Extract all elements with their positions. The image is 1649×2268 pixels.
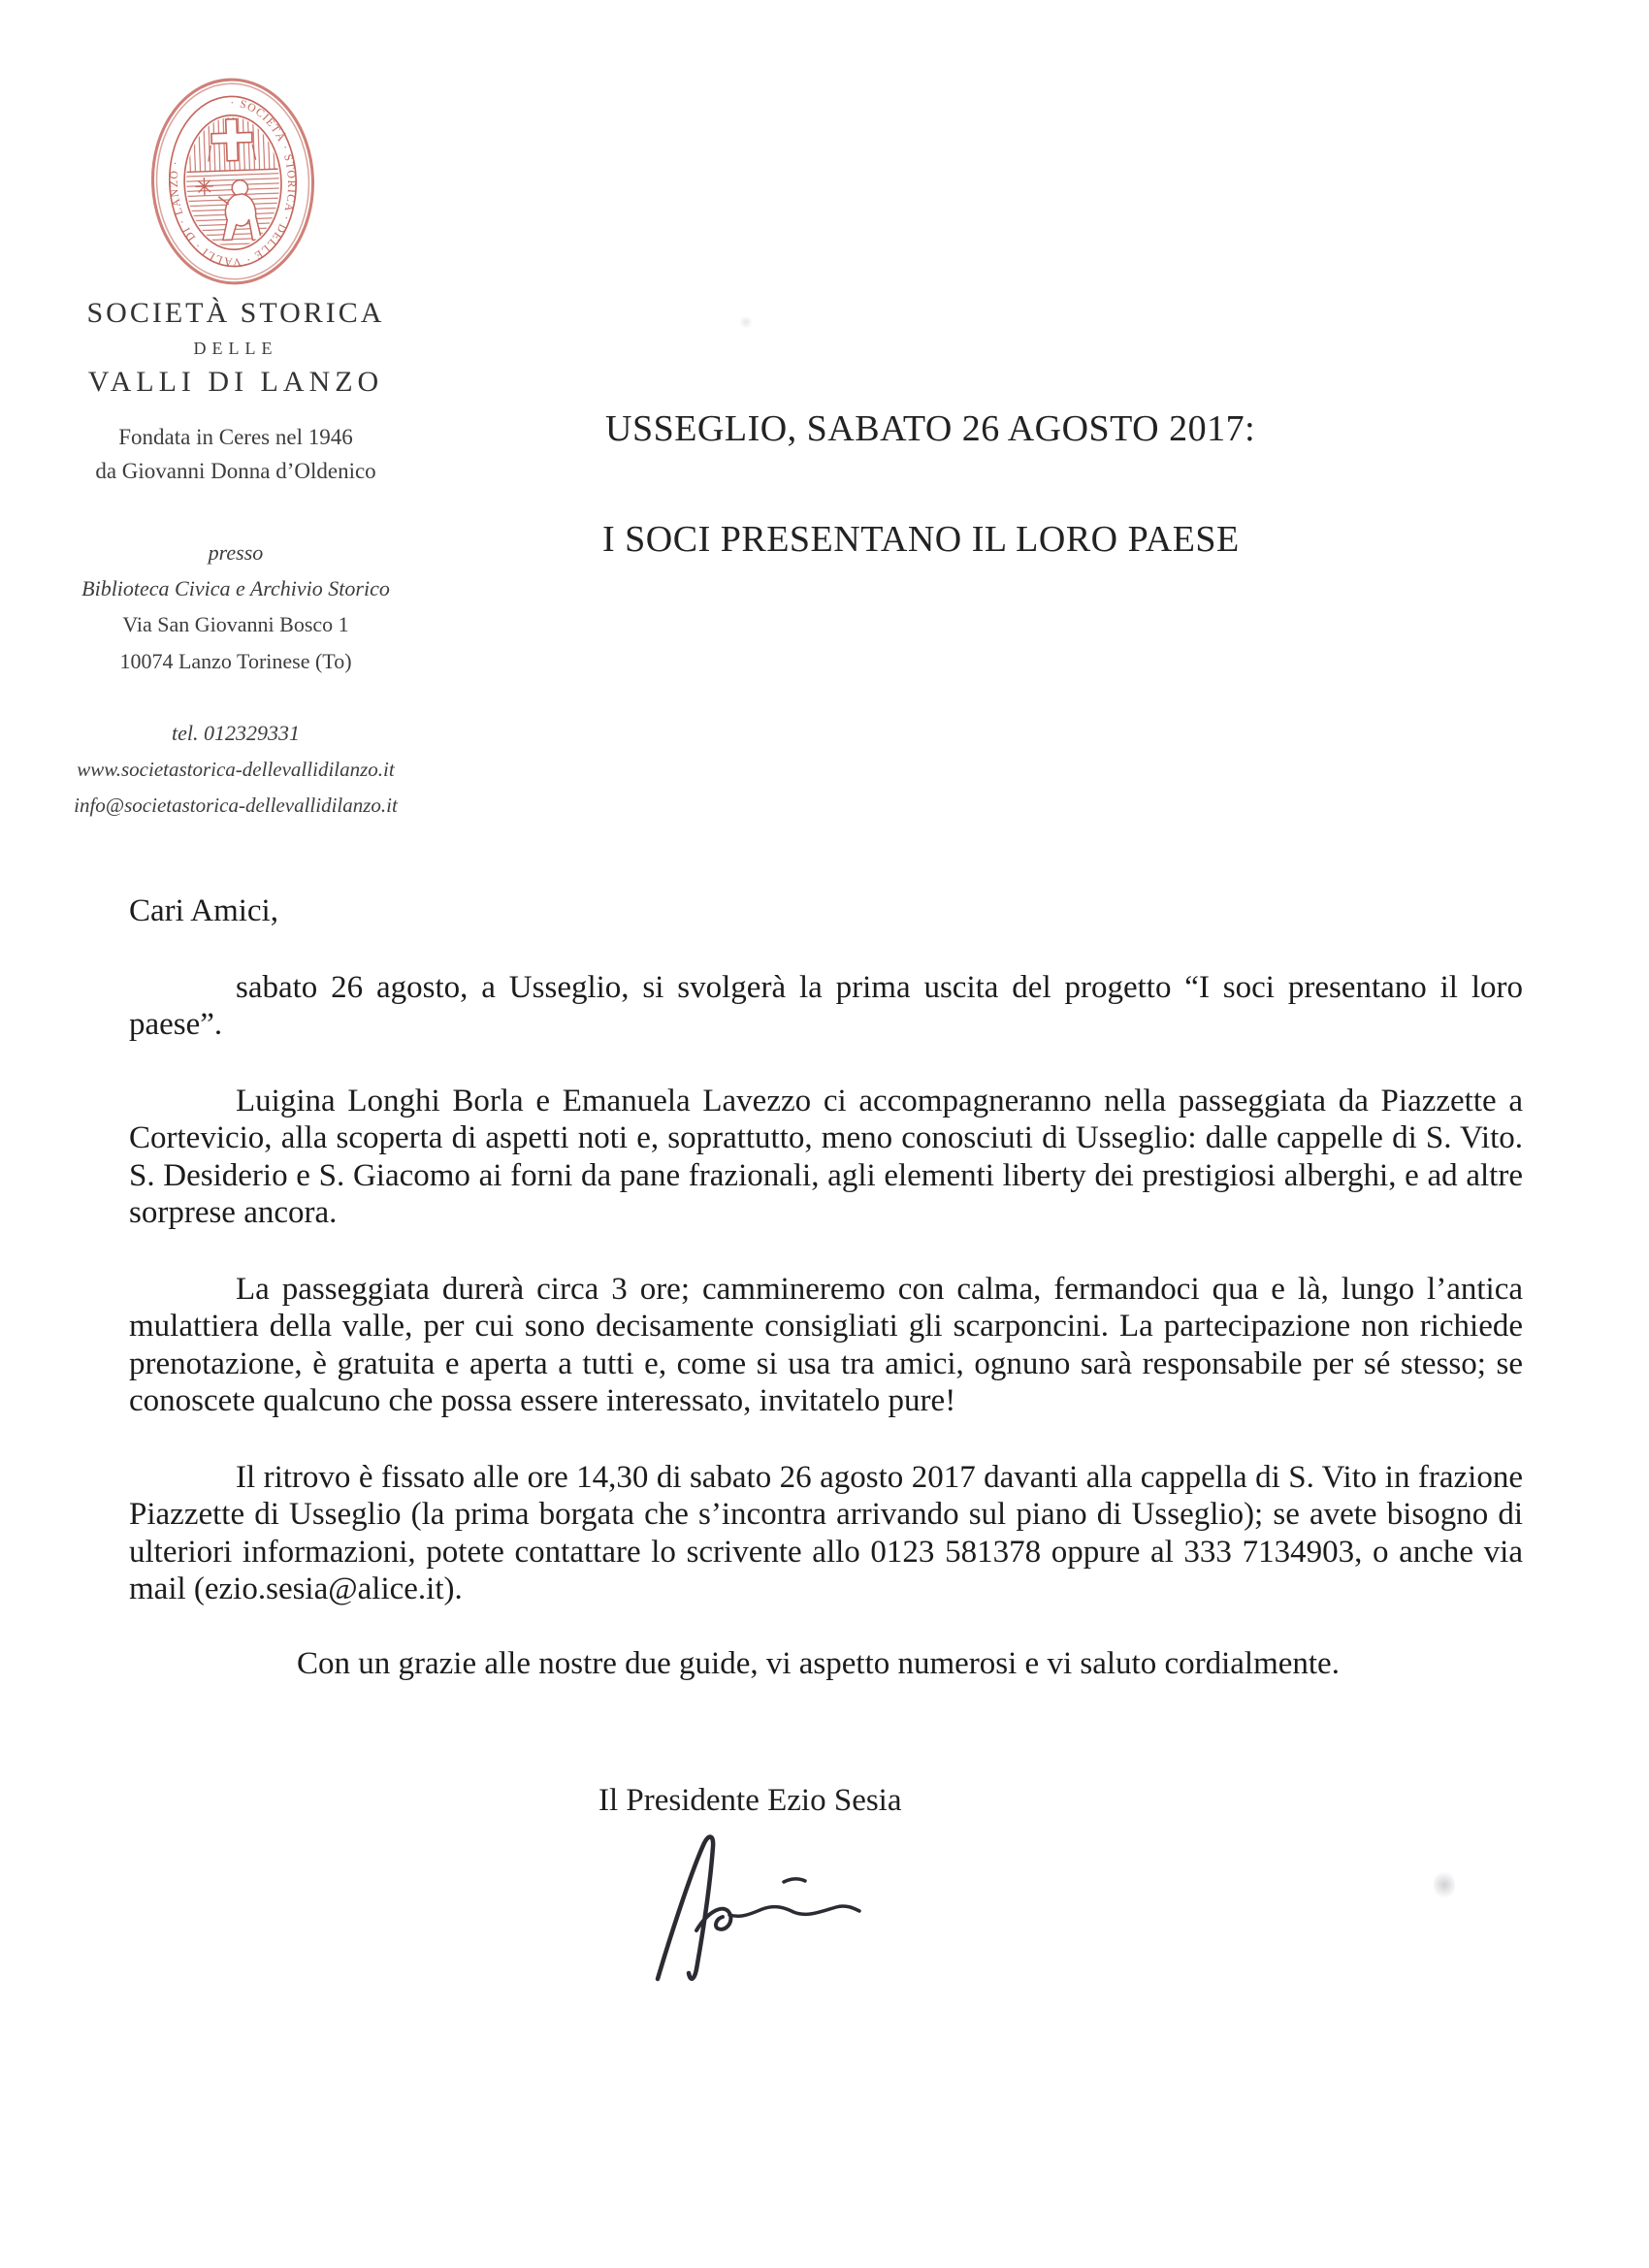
seal-ring-text: · SOCIETÀ · STORICA · DELLE · VALLI · DI · LANZO ·	[167, 96, 299, 269]
phone-number: tel. 012329331	[172, 721, 300, 745]
paragraph-4: Il ritrovo è fissato alle ore 14,30 di sabato 26 agosto 2017 davanti alla cappella di S. Vito in frazione Piazzette di Usseglio (la prima borgata che s’incontra arrivando sul piano di Usseglio); se avete bisogno di ulteriori informazioni, potete contattare lo scrivente allo 0123 581378 oppure al 333 7134903, o anche via mail (ezio.sesia@alice.it).	[129, 1459, 1523, 1606]
signature-title: Il Presidente Ezio Sesia	[598, 1783, 902, 1818]
scan-smudge	[1434, 1870, 1455, 1899]
event-heading-date: USSEGLIO, SABATO 26 AGOSTO 2017:	[605, 408, 1256, 449]
letter-body	[129, 892, 1523, 1682]
closing-sentence: Con un grazie alle nostre due guide, vi aspetto numerosi e vi saluto cordialmente.	[297, 1645, 1340, 1681]
presso-label: presso	[208, 540, 264, 565]
website-url: www.societastorica-dellevallidilanzo.it	[77, 758, 395, 781]
founded-line2: da Giovanni Donna d’Oldenico	[95, 459, 376, 483]
handwritten-signature	[640, 1822, 873, 1992]
org-name-line2: DELLE	[193, 339, 278, 358]
founded-line1: Fondata in Ceres nel 1946	[118, 425, 353, 449]
org-name-line1: SOCIETÀ STORICA	[86, 297, 385, 329]
address-city: 10074 Lanzo Torinese (To)	[119, 649, 352, 673]
society-seal	[144, 71, 322, 292]
salutation: Cari Amici,	[129, 893, 278, 928]
letterhead	[56, 297, 415, 818]
org-name-line3: VALLI DI LANZO	[87, 366, 384, 398]
event-heading-title: I SOCI PRESENTANO IL LORO PAESE	[602, 519, 1240, 560]
society-seal-graphic	[144, 71, 322, 292]
scan-smudge	[739, 316, 753, 328]
address-library: Biblioteca Civica e Archivio Storico	[81, 576, 390, 600]
paragraph-1: sabato 26 agosto, a Usseglio, si svolgerà la prima uscita del progetto “I soci presentano il loro paese”.	[129, 969, 1523, 1042]
address-street: Via San Giovanni Bosco 1	[122, 612, 349, 636]
paragraph-2: Luigina Longhi Borla e Emanuela Lavezzo ci accompagneranno nella passeggiata da Piazzette a Cortevicio, alla scoperta di aspetti noti e, soprattutto, meno conosciuti di Usseglio: dalle cappelle di S. Vito. S. Desiderio e S. Giacomo ai forni da pane frazionali, agli elementi liberty dei prestigiosi alberghi, e ad altre sorprese ancora.	[129, 1083, 1523, 1230]
paragraph-3: La passeggiata durerà circa 3 ore; cammineremo con calma, fermandoci qua e là, lungo l’antica mulattiera della valle, per cui sono decisamente consigliati gli scarponcini. La partecipazione non richiede prenotazione, è gratuita e aperta a tutti e, come si usa tra amici, ognuno sarà responsabile per sé stesso; se conoscete qualcuno che possa essere interessato, invitatelo pure!	[129, 1271, 1523, 1418]
email-address: info@societastorica-dellevallidilanzo.it	[74, 794, 398, 817]
